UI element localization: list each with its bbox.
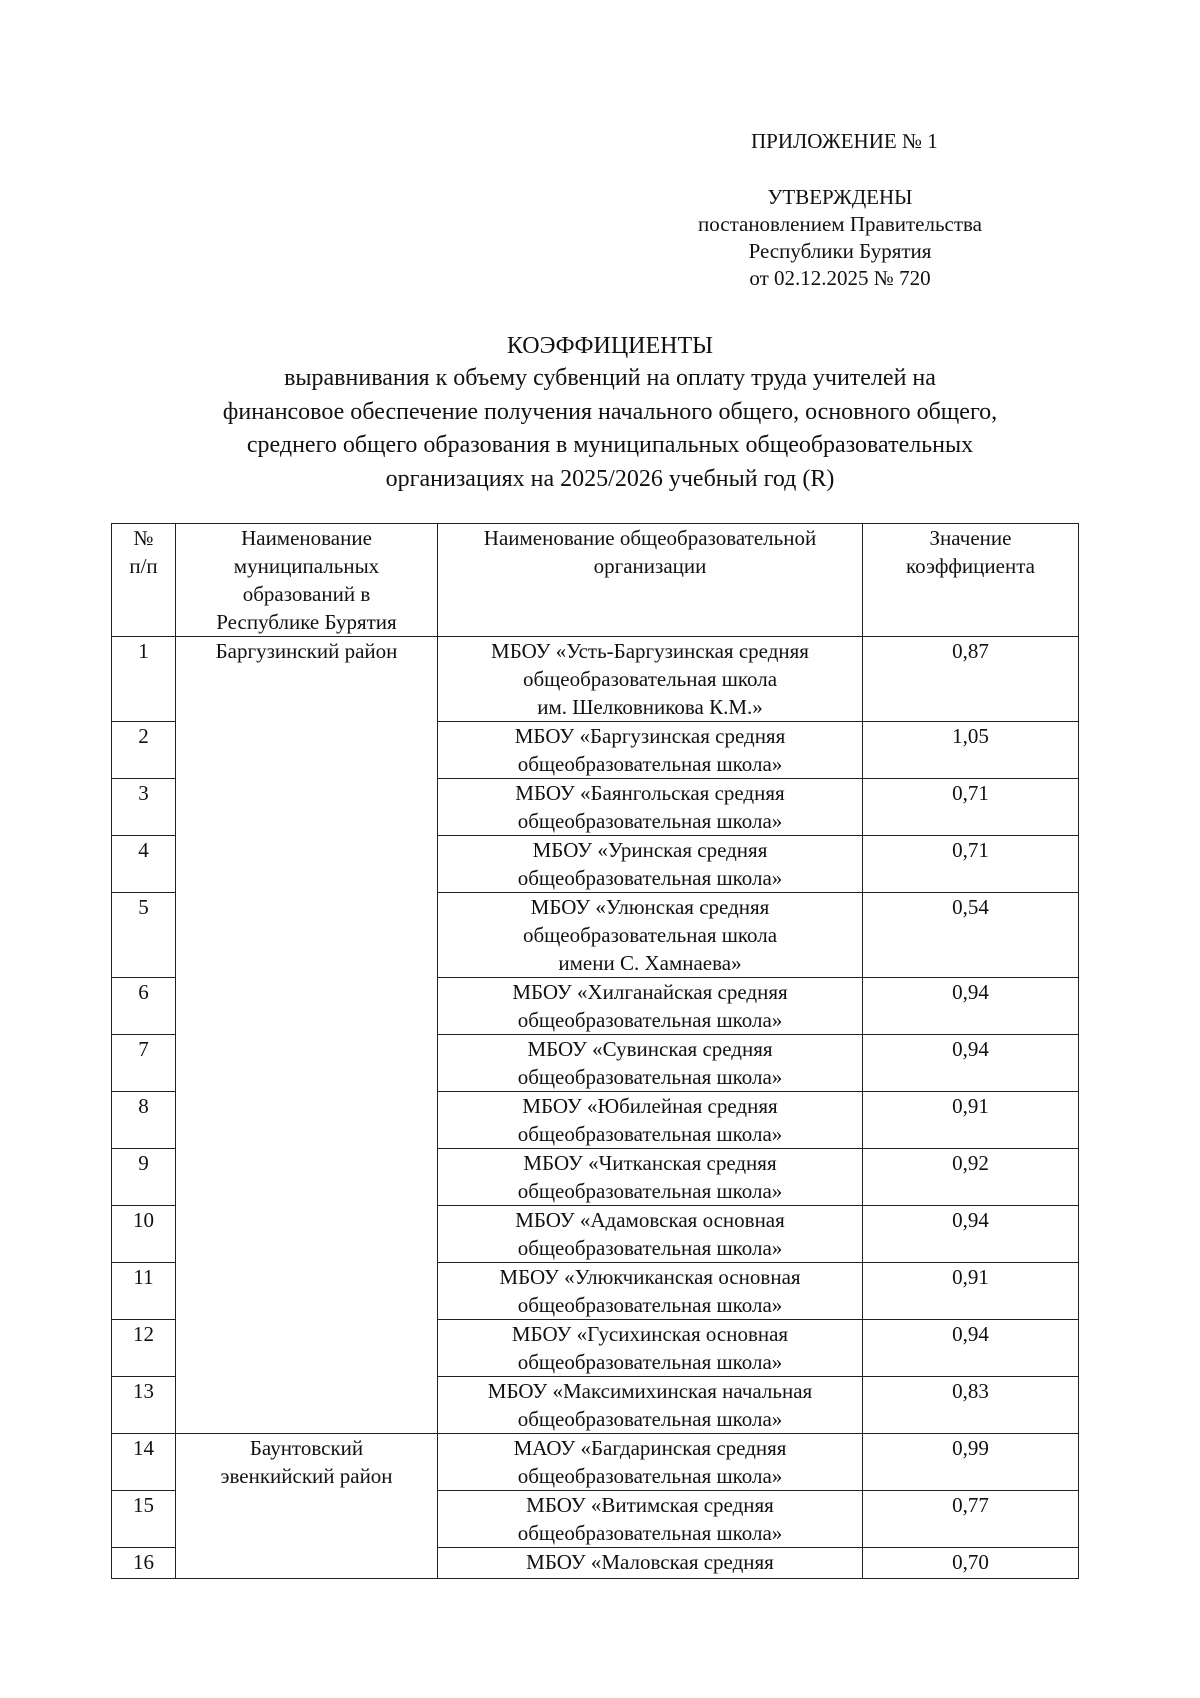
school-name: МБОУ «Баянгольская средняя общеобразовательная школа»	[438, 779, 863, 836]
municipality-cell: Баунтовский эвенкийский район	[176, 1434, 438, 1579]
subtitle-line: организациях на 2025/2026 учебный год (R)	[385, 465, 835, 492]
school-name: МБОУ «Улюкчиканская основная общеобразовательная школа»	[438, 1263, 863, 1320]
school-name: МБОУ «Усть-Баргузинская средняя общеобразовательная школа им. Шелковникова К.М.»	[438, 637, 863, 722]
row-number: 3	[112, 779, 176, 836]
school-name: МБОУ «Читканская средняя общеобразовательная школа»	[438, 1149, 863, 1206]
subtitle-line: финансовое обеспечение получения начального общего, основного общего,	[222, 398, 998, 425]
coefficient-value: 0,71	[863, 836, 1079, 893]
school-name: МБОУ «Хилганайская средняя общеобразовательная школа»	[438, 978, 863, 1035]
approval-line: УТВЕРЖДЕНЫ	[767, 185, 913, 209]
header-municipality: Наименование муниципальных образований в Республике Бурятия	[176, 524, 438, 637]
school-name: МБОУ «Улюнская средняя общеобразовательная школа имени С. Хамнаева»	[438, 893, 863, 978]
row-number: 12	[112, 1320, 176, 1377]
coefficient-value: 0,77	[863, 1491, 1079, 1548]
row-number: 14	[112, 1434, 176, 1491]
coefficients-table	[111, 523, 1079, 1579]
subtitle-line: среднего общего образования в муниципальных общеобразовательных	[246, 432, 974, 458]
approval-line: постановлением Правительства	[697, 212, 982, 236]
school-name: МБОУ «Юбилейная средняя общеобразовательная школа»	[438, 1092, 863, 1149]
coefficient-value: 0,71	[863, 779, 1079, 836]
coefficient-value: 1,05	[863, 722, 1079, 779]
row-number: 6	[112, 978, 176, 1035]
coefficient-value: 0,99	[863, 1434, 1079, 1491]
appendix-label: ПРИЛОЖЕНИЕ № 1	[751, 129, 938, 153]
row-number: 9	[112, 1149, 176, 1206]
row-number: 10	[112, 1206, 176, 1263]
school-name: МБОУ «Максимихинская начальная общеобразовательная школа»	[438, 1377, 863, 1434]
coefficient-value: 0,94	[863, 978, 1079, 1035]
table-row	[112, 1434, 1079, 1491]
header-organization: Наименование общеобразовательной организации	[438, 524, 863, 637]
school-name: МБОУ «Витимская средняя общеобразовательная школа»	[438, 1491, 863, 1548]
row-number: 2	[112, 722, 176, 779]
coefficient-value: 0,70	[863, 1548, 1079, 1579]
approval-line: Республики Бурятия	[748, 239, 932, 263]
row-number: 15	[112, 1491, 176, 1548]
table-row	[112, 637, 1079, 722]
coefficient-value: 0,94	[863, 1320, 1079, 1377]
coefficient-value: 0,92	[863, 1149, 1079, 1206]
approval-block	[640, 184, 1040, 292]
row-number: 4	[112, 836, 176, 893]
row-number: 1	[112, 637, 176, 722]
row-number: 5	[112, 893, 176, 978]
approval-line: от 02.12.2025 № 720	[749, 266, 931, 290]
school-name: МБОУ «Сувинская средняя общеобразовательная школа»	[438, 1035, 863, 1092]
coefficient-value: 0,83	[863, 1377, 1079, 1434]
school-name: МБОУ «Маловская средняя	[438, 1548, 863, 1579]
table-header-row	[112, 524, 1079, 637]
coefficient-value: 0,91	[863, 1092, 1079, 1149]
school-name: МБОУ «Адамовская основная общеобразовательная школа»	[438, 1206, 863, 1263]
document-subtitle	[110, 362, 1110, 496]
coefficient-value: 0,94	[863, 1206, 1079, 1263]
row-number: 16	[112, 1548, 176, 1579]
row-number: 11	[112, 1263, 176, 1320]
row-number: 13	[112, 1377, 176, 1434]
coefficient-value: 0,94	[863, 1035, 1079, 1092]
school-name: МАОУ «Багдаринская средняя общеобразовательная школа»	[438, 1434, 863, 1491]
school-name: МБОУ «Уринская средняя общеобразовательная школа»	[438, 836, 863, 893]
school-name: МБОУ «Баргузинская средняя общеобразовательная школа»	[438, 722, 863, 779]
header-number: № п/п	[112, 524, 176, 637]
row-number: 7	[112, 1035, 176, 1092]
coefficient-value: 0,54	[863, 893, 1079, 978]
header-value: Значение коэффициента	[863, 524, 1079, 637]
municipality-cell: Баргузинский район	[176, 637, 438, 1434]
document-title: КОЭФФИЦИЕНТЫ	[506, 333, 714, 359]
school-name: МБОУ «Гусихинская основная общеобразовательная школа»	[438, 1320, 863, 1377]
subtitle-line: выравнивания к объему субвенций на оплату труда учителей на	[284, 365, 936, 391]
row-number: 8	[112, 1092, 176, 1149]
coefficient-value: 0,91	[863, 1263, 1079, 1320]
coefficient-value: 0,87	[863, 637, 1079, 722]
